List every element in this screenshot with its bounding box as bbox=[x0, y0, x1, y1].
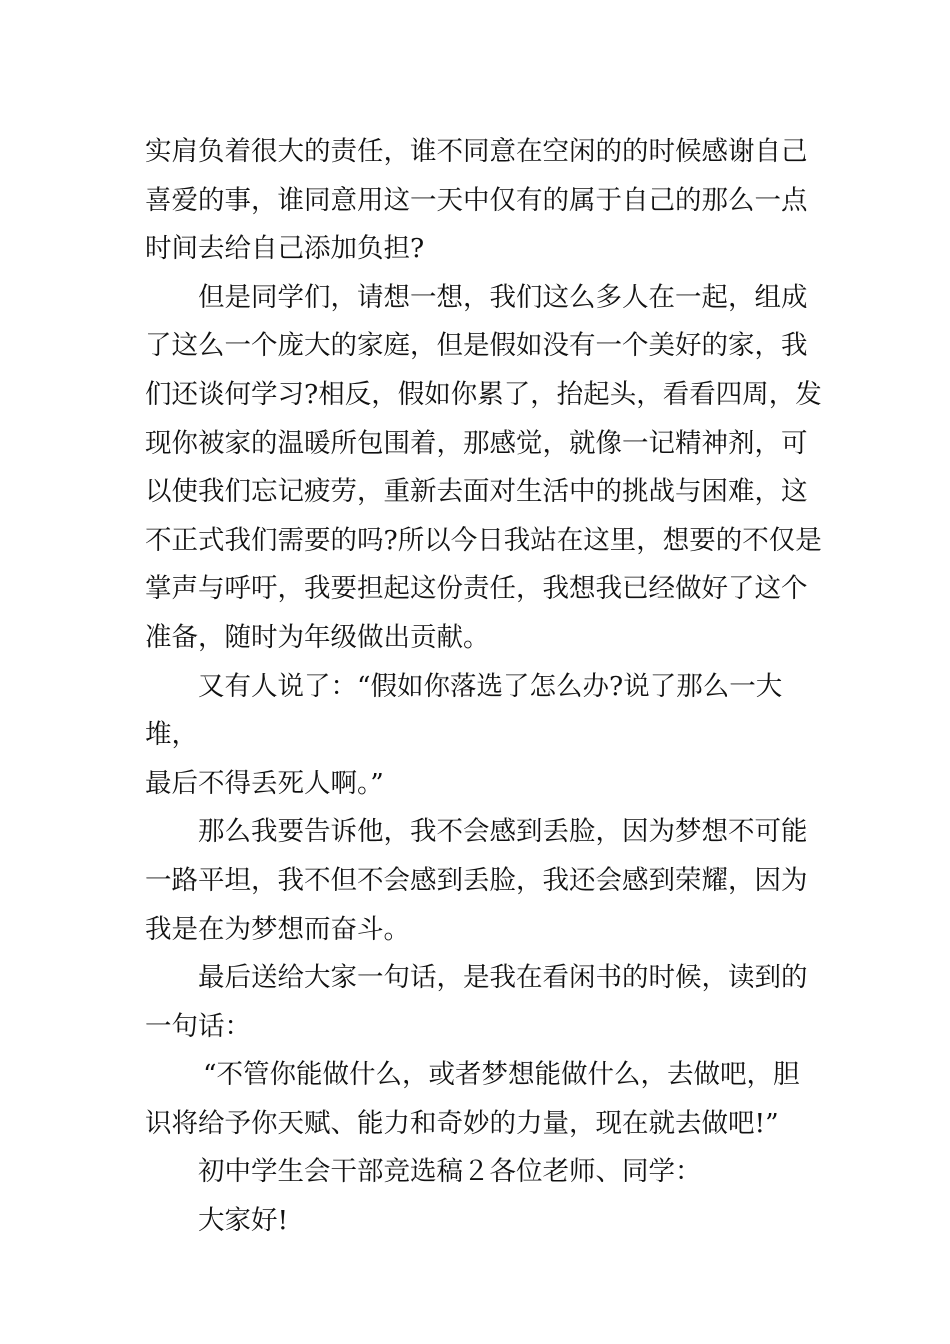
paragraph-line: 们还谈何学习?相反，假如你累了，抬起头，看看四周，发 bbox=[145, 378, 822, 410]
paragraph-line: 掌声与呼吁，我要担起这份责任，我想我已经做好了这个 bbox=[145, 573, 808, 605]
paragraph-line: 大家好! bbox=[198, 1205, 289, 1237]
paragraph-4 bbox=[145, 808, 835, 954]
paragraph-line: 喜爱的事，谁同意用这一天中仅有的属于自己的那么一点 bbox=[145, 184, 808, 216]
paragraph-line: 准备，随时为年级做出贡献。 bbox=[145, 621, 490, 653]
paragraph-line: 识将给予你天赋、能力和奇妙的力量，现在就去做吧!” bbox=[145, 1107, 779, 1139]
paragraph-line: 现你被家的温暖所包围着，那感觉，就像一记精神剂，可 bbox=[145, 427, 808, 459]
paragraph-1 bbox=[145, 128, 835, 274]
section-heading bbox=[145, 1148, 835, 1197]
paragraph-line: 又有人说了：“假如你落选了怎么办?说了那么一大堆， bbox=[145, 670, 783, 751]
paragraph-line: 那么我要告诉他，我不会感到丢脸，因为梦想不可能 bbox=[198, 816, 808, 848]
paragraph-line: 以使我们忘记疲劳，重新去面对生活中的挑战与困难，这 bbox=[145, 476, 808, 508]
paragraph-line: 了这么一个庞大的家庭，但是假如没有一个美好的家，我 bbox=[145, 330, 808, 362]
paragraph-3 bbox=[145, 663, 835, 809]
paragraph-line: “不管你能做什么，或者梦想能做什么，去做吧，胆 bbox=[203, 1059, 800, 1091]
quote-paragraph bbox=[145, 1051, 835, 1148]
paragraph-2 bbox=[145, 274, 835, 663]
paragraph-line: 一路平坦，我不但不会感到丢脸，我还会感到荣耀，因为 bbox=[145, 864, 808, 896]
paragraph-line: 最后不得丢死人啊。” bbox=[145, 767, 384, 799]
paragraph-line: 我是在为梦想而奋斗。 bbox=[145, 913, 410, 945]
document-body bbox=[145, 128, 835, 1246]
paragraph-line: 时间去给自己添加负担? bbox=[145, 233, 425, 265]
paragraph-line: 一句话： bbox=[145, 1010, 251, 1042]
paragraph-5 bbox=[145, 954, 835, 1051]
paragraph-line: 不正式我们需要的吗?所以今日我站在这里，想要的不仅是 bbox=[145, 524, 822, 556]
paragraph-line: 实肩负着很大的责任，谁不同意在空闲的的时候感谢自己 bbox=[145, 136, 808, 167]
paragraph-line: 初中学生会干部竞选稿２各位老师、同学： bbox=[198, 1156, 702, 1188]
paragraph-line: 但是同学们，请想一想，我们这么多人在一起，组成 bbox=[198, 281, 808, 313]
greeting-paragraph bbox=[145, 1197, 835, 1246]
paragraph-line: 最后送给大家一句话，是我在看闲书的时候，读到的 bbox=[198, 962, 808, 994]
